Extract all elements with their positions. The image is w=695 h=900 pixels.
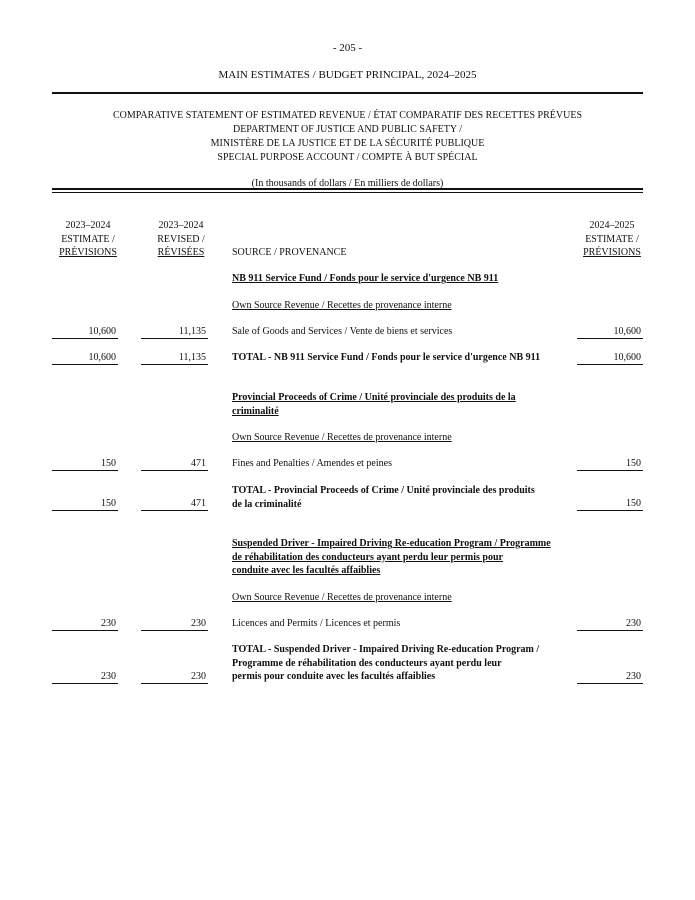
units-note: (In thousands of dollars / En milliers de dollars) xyxy=(251,178,444,189)
col-header-2024-estimate: 2024–2025 ESTIMATE / PRÉVISIONS xyxy=(583,220,641,258)
underline xyxy=(141,683,208,684)
row-label: Sale of Goods and Services / Vente de biens et services xyxy=(232,326,453,337)
total-next: 150 xyxy=(626,498,641,509)
section-title-suspended-driver: Suspended Driver - Impaired Driving Re-education Program / Programme de réhabilitation des conducteurs ayant perdu leur permis pour conduite avec les facultés affaiblies xyxy=(232,538,551,576)
subheading-own-source: Own Source Revenue / Recettes de provenance interne xyxy=(232,592,452,603)
underline xyxy=(577,470,643,471)
total-next: 10,600 xyxy=(613,352,641,363)
header-rule xyxy=(52,92,643,94)
underline xyxy=(577,510,643,511)
col-header-2023-estimate: 2023–2024 ESTIMATE / PRÉVISIONS xyxy=(59,220,117,258)
account-type: SPECIAL PURPOSE ACCOUNT / COMPTE À BUT SPÉCIAL xyxy=(217,152,478,163)
total-next: 230 xyxy=(626,671,641,682)
total-rev: 471 xyxy=(191,498,206,509)
department-en: DEPARTMENT OF JUSTICE AND PUBLIC SAFETY / xyxy=(232,124,463,135)
value-est: 10,600 xyxy=(88,326,116,337)
row-label: Fines and Penalties / Amendes et peines xyxy=(232,458,392,469)
underline xyxy=(141,338,208,339)
title-double-rule xyxy=(52,188,643,193)
col-header-2023-revised: 2023–2024 REVISED / RÉVISÉES xyxy=(157,220,205,258)
underline xyxy=(52,470,118,471)
value-next: 230 xyxy=(626,618,641,629)
value-rev: 471 xyxy=(191,458,206,469)
underline xyxy=(141,630,208,631)
total-label: TOTAL - NB 911 Service Fund / Fonds pour le service d'urgence NB 911 xyxy=(232,352,541,363)
row-label: Licences and Permits / Licences et permis xyxy=(232,618,401,629)
value-rev: 11,135 xyxy=(178,326,206,337)
subheading-own-source: Own Source Revenue / Recettes de provenance interne xyxy=(232,300,452,311)
underline xyxy=(577,630,643,631)
value-est: 150 xyxy=(101,458,116,469)
underline xyxy=(52,338,118,339)
page-number: - 205 - xyxy=(332,42,363,54)
running-title: MAIN ESTIMATES / BUDGET PRINCIPAL, 2024–2025 xyxy=(218,69,477,81)
total-rev: 230 xyxy=(191,671,206,682)
underline xyxy=(52,510,118,511)
value-next: 150 xyxy=(626,458,641,469)
section-title-nb911: NB 911 Service Fund / Fonds pour le service d'urgence NB 911 xyxy=(232,273,499,284)
department-fr: MINISTÈRE DE LA JUSTICE ET DE LA SÉCURITÉ PUBLIQUE xyxy=(210,138,485,149)
total-est: 150 xyxy=(101,498,116,509)
value-est: 230 xyxy=(101,618,116,629)
total-est: 10,600 xyxy=(88,352,116,363)
value-next: 10,600 xyxy=(613,326,641,337)
value-rev: 230 xyxy=(191,618,206,629)
total-est: 230 xyxy=(101,671,116,682)
underline xyxy=(52,683,118,684)
subheading-own-source: Own Source Revenue / Recettes de provenance interne xyxy=(232,432,452,443)
underline xyxy=(577,364,643,365)
underline xyxy=(141,510,208,511)
underline xyxy=(141,470,208,471)
underline xyxy=(52,630,118,631)
statement-title: COMPARATIVE STATEMENT OF ESTIMATED REVENUE / ÉTAT COMPARATIF DES RECETTES PRÉVUES xyxy=(113,110,582,121)
underline xyxy=(577,338,643,339)
total-label: TOTAL - Suspended Driver - Impaired Driving Re-education Program / Programme de réhabilitation des conducteurs ayant perdu leur permis pour conduite avec les facultés affaiblies xyxy=(232,644,540,682)
underline xyxy=(52,364,118,365)
underline xyxy=(577,683,643,684)
col-header-source: SOURCE / PROVENANCE xyxy=(232,247,347,258)
total-label: TOTAL - Provincial Proceeds of Crime / Unité provinciale des produits de la criminalité xyxy=(232,485,535,510)
total-rev: 11,135 xyxy=(178,352,206,363)
section-title-proceeds-of-crime: Provincial Proceeds of Crime / Unité provinciale des produits de la criminalité xyxy=(232,392,516,417)
underline xyxy=(141,364,208,365)
